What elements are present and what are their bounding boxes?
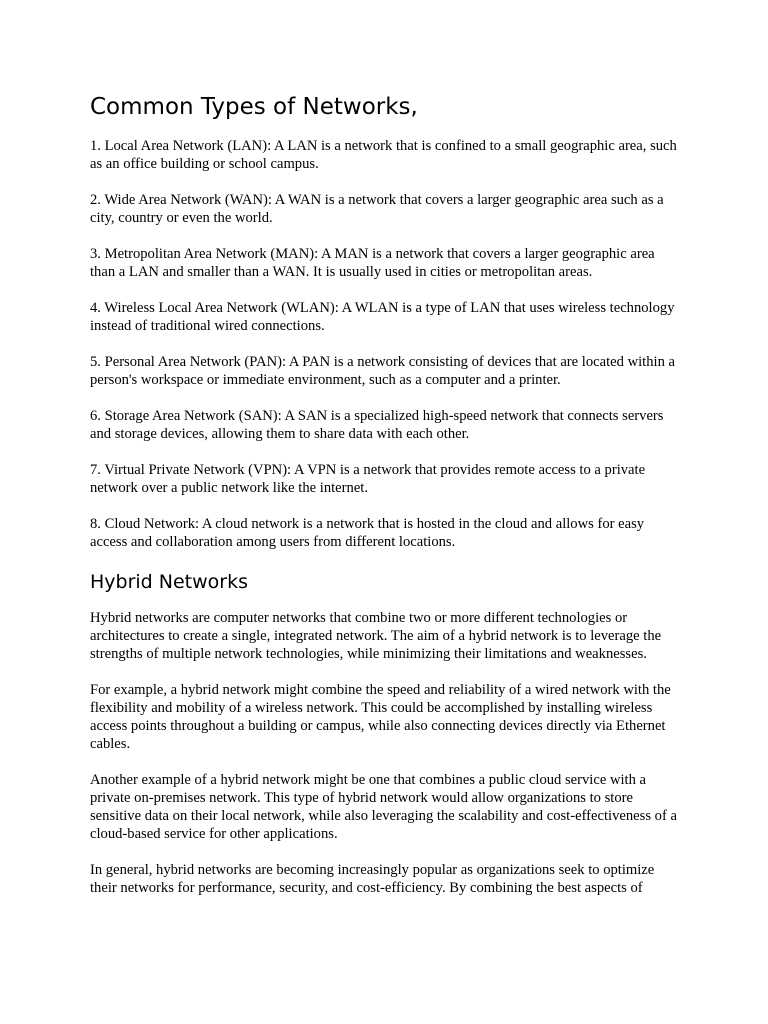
hybrid-paragraph-wired-wireless: For example, a hybrid network might combine the speed and reliability of a wired network with the flexibility and mobility of a wireless network. This could be accomplished by installing wireless access points throughout a building or campus, while also connecting devices directly via Ethernet cables. <box>90 682 671 752</box>
hybrid-paragraph-cloud: Another example of a hybrid network might be one that combines a public cloud service with a private on-premises network. This type of hybrid network would allow organizations to store sensitive data on their local network, while also leveraging the scalability and cost-effectiveness of a cloud-based service for other applications. <box>90 772 677 842</box>
network-type-cloud: 8. Cloud Network: A cloud network is a network that is hosted in the cloud and allows for easy access and collaboration among users from different locations. <box>90 516 645 550</box>
document-content <box>90 93 682 915</box>
network-type-san: 6. Storage Area Network (SAN): A SAN is a specialized high-speed network that connects servers and storage devices, allowing them to share data with each other. <box>90 408 664 442</box>
hybrid-paragraph-intro: Hybrid networks are computer networks that combine two or more different technologies or architectures to create a single, integrated network. The aim of a hybrid network is to leverage the strengths of multiple network technologies, while minimizing their limitations and weaknesses. <box>90 610 662 662</box>
network-type-man: 3. Metropolitan Area Network (MAN): A MAN is a network that covers a larger geographic area than a LAN and smaller than a WAN. It is usually used in cities or metropolitan areas. <box>90 246 655 280</box>
network-type-pan: 5. Personal Area Network (PAN): A PAN is a network consisting of devices that are located within a person's workspace or immediate environment, such as a computer and a printer. <box>90 354 675 388</box>
document-title: Common Types of Networks, <box>90 94 418 120</box>
network-type-wlan: 4. Wireless Local Area Network (WLAN): A WLAN is a type of LAN that uses wireless technology instead of traditional wired connections. <box>90 300 675 334</box>
section-heading-hybrid: Hybrid Networks <box>90 571 249 593</box>
hybrid-paragraph-general: In general, hybrid networks are becoming increasingly popular as organizations seek to optimize their networks for performance, security, and cost-efficiency. By combining the best aspects of <box>90 862 655 896</box>
network-type-wan: 2. Wide Area Network (WAN): A WAN is a network that covers a larger geographic area such as a city, country or even the world. <box>90 192 664 226</box>
network-type-lan: 1. Local Area Network (LAN): A LAN is a network that is confined to a small geographic area, such as an office building or school campus. <box>90 138 677 172</box>
network-type-vpn: 7. Virtual Private Network (VPN): A VPN is a network that provides remote access to a private network over a public network like the internet. <box>90 462 646 496</box>
